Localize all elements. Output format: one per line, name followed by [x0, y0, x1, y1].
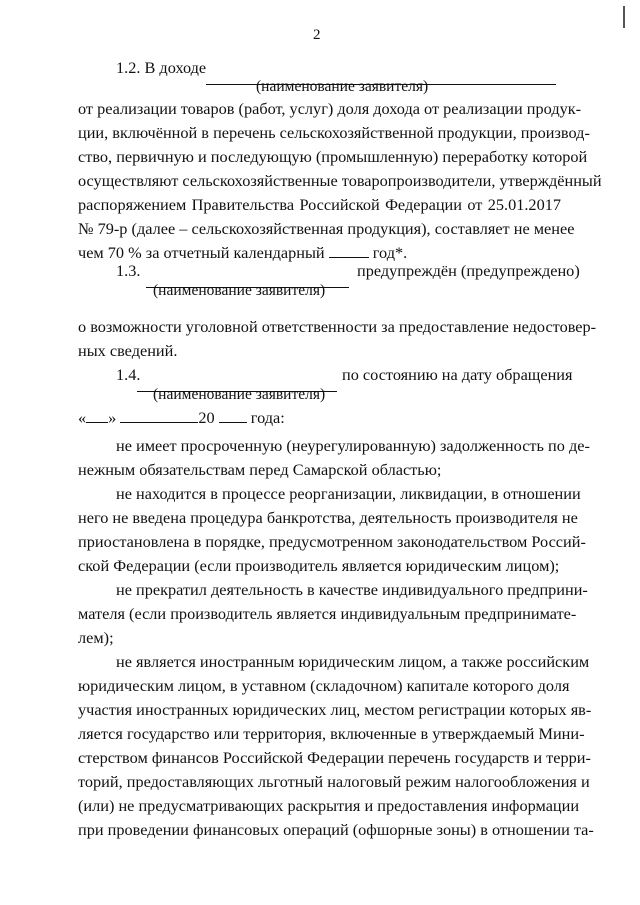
- section-1-2-line: № 79-р (далее – сельскохозяйственная продукция), составляет не менее: [78, 219, 575, 238]
- item-4-line: не является иностранным юридическим лицом, а также российским: [116, 652, 590, 671]
- item-4-line: при проведении финансовых операций (офшорные зоны) в отношении та-: [78, 820, 594, 839]
- page-number: 2: [313, 27, 321, 43]
- date-year-prefix: 20: [198, 408, 215, 427]
- section-1-2-line: ство, первичную и последующую (промышленную) переработку которой: [78, 147, 588, 166]
- section-1-2-line: осуществляют сельскохозяйственные товаропроизводители, утверждённый: [78, 171, 602, 190]
- item-4-line: юридическим лицом, в уставном (складочном) капитале которого доля: [78, 676, 570, 695]
- section-1-3-label: 1.3.: [116, 261, 141, 280]
- item-2-line: приостановлена в порядке, предусмотренном законодательством Россий-: [78, 532, 586, 551]
- section-1-4-after: по состоянию на дату обращения: [342, 365, 573, 384]
- date-quote-close: »: [108, 408, 117, 427]
- item-3-line: мателя (если производитель является индивидуальным предпринимате-: [78, 604, 577, 623]
- section-1-3-after: предупреждён (предупреждено): [357, 261, 580, 280]
- date-tail: года:: [250, 408, 285, 427]
- item-4-line: стерством финансов Российской Федерации перечень государств и терри-: [78, 748, 591, 767]
- section-1-2-last-after: год*.: [372, 243, 408, 262]
- section-1-4-caption: (наименование заявителя): [153, 386, 326, 403]
- section-1-2-line: ции, включённой в перечень сельскохозяйственной продукции, производ-: [78, 123, 590, 142]
- item-2-line: ской Федерации (если производитель является юридическим лицом);: [78, 556, 560, 575]
- section-1-2-caption: (наименование заявителя): [256, 78, 429, 95]
- item-1-line: не имеет просроченную (неурегулированную) задолженность по де-: [116, 436, 590, 455]
- month-blank: [120, 421, 198, 423]
- section-1-4-label: 1.4.: [116, 365, 141, 384]
- date-quote-open: «: [78, 408, 87, 427]
- section-1-3-line: ных сведений.: [78, 341, 178, 360]
- day-blank: [86, 421, 108, 423]
- year-suffix-blank: [219, 421, 247, 423]
- item-4-line: ляется государство или территория, включенные в утверждаемый Мини-: [78, 724, 585, 743]
- item-1-line: нежным обязательствам перед Самарской областью;: [78, 460, 442, 479]
- section-1-2-last-line: [78, 245, 407, 261]
- year-blank: [329, 256, 369, 258]
- item-4-line: участия иностранных юридических лиц, местом регистрации которых яв-: [78, 700, 592, 719]
- section-1-3-caption: (наименование заявителя): [153, 282, 326, 299]
- item-3-line: лем);: [78, 628, 114, 647]
- item-4-line: торий, предоставляющих льготный налоговый режим налогообложения и: [78, 772, 590, 791]
- section-1-2-line: распоряжением Правительства Российской Федерации от 25.01.2017: [78, 195, 561, 214]
- section-1-2-line: от реализации товаров (работ, услуг) доля дохода от реализации продук-: [78, 99, 582, 118]
- section-1-3-line: о возможности уголовной ответственности за предоставление недостовер-: [78, 317, 597, 336]
- item-2-line: него не введена процедура банкротства, деятельность производителя не: [78, 508, 578, 527]
- item-4-line: (или) не предусматривающих раскрытия и предоставления информации: [78, 796, 580, 815]
- section-1-2-last-before: чем 70 % за отчетный календарный: [78, 243, 325, 262]
- scan-edge-mark: [623, 6, 625, 28]
- date-line: [78, 410, 285, 426]
- item-2-line: не находится в процессе реорганизации, ликвидации, в отношении: [116, 484, 581, 503]
- item-3-line: не прекратил деятельность в качестве индивидуального предприни-: [116, 580, 588, 599]
- section-1-2-label: 1.2. В доходе: [116, 58, 207, 77]
